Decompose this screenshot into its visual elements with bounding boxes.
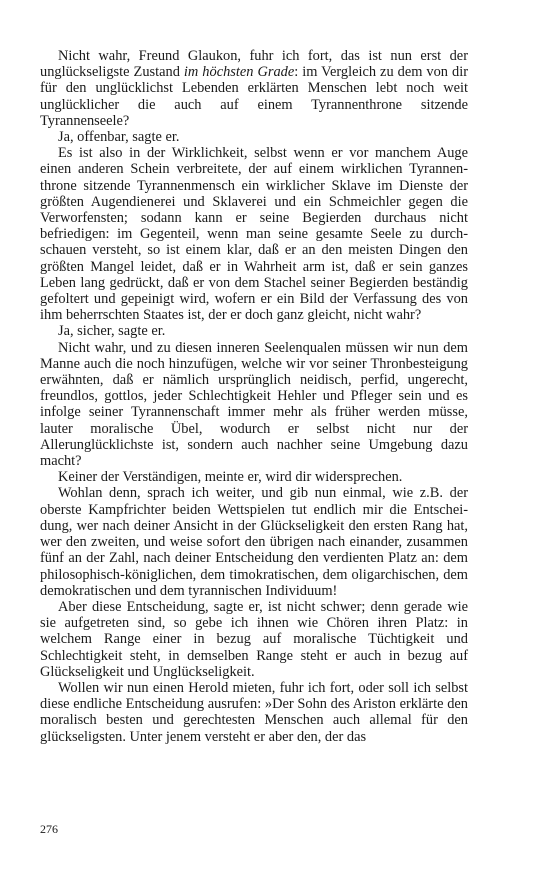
- paragraph-1-lead: Nicht wahr, Freund Glaukon, fuhr ich fort, das ist nun erst der unglückseligste Zustand: [40, 48, 468, 81]
- paragraph-3: Es ist also in der Wirklichkeit, selbst wenn er vor manchem Auge einen anderen Schein verbreitete, der auf einem wirklichen Tyrannenthrone sitzende Tyrannenmensch ein wirklicher Sklave im Dienste der größten Augendienerei und Sklaverei und ein Schmeichler gegen die Verworfensten; sodann kann er seine Begierden durchaus nicht befriedigen: im Gegenteil, wenn man seine gesamte Seele zu durchschauen versteht, so ist einem klar, daß er an den meisten Dingen den größten Mangel leidet, daß er in Wahrheit arm ist, daß er sein ganzes Leben lang gedrückt, daß er von dem Stachel seiner Begierden beständig gefoltert und gepeinigt wird, wofern er ein Bild der Verfassung des von ihm beherrschten Staates ist, der er doch ganz gleicht, nicht wahr?: [40, 145, 468, 324]
- paragraph-1: [40, 48, 468, 129]
- text-block: [40, 48, 468, 745]
- paragraph-1-rest: : im Vergleich zu dem von dir für den unglücklichst Lebenden erklärten Menschen lebt noch weit unglücklicher die auch auf einem Tyrannenthrone sitzende Tyrannenseele?: [40, 64, 468, 129]
- paragraph-9: Wollen wir nun einen Herold mieten, fuhr ich fort, oder soll ich selbst diese endliche Entscheidung ausrufen: »Der Sohn des Ariston erklärte den moralisch besten und gerechtesten Menschen auch allemal für den glückseligsten. Unter jenem versteht er aber den, der das: [40, 679, 468, 745]
- paragraph-6: Keiner der Verständigen, meinte er, wird dir widersprechen.: [58, 469, 403, 486]
- paragraph-1-emphasis: im höchsten Grade: [183, 64, 295, 81]
- paragraph-8: Aber diese Entscheidung, sagte er, ist nicht schwer; denn gerade wie sie aufgetreten sind, so gebe ich ihnen wie Chören ihren Platz: in welchem Range einer in bezug auf moralische Tüchtigkeit und Schlechtigkeit steht, in demselben Range steht er auch in bezug auf Glückseligkeit und Unglückseligkeit.: [40, 598, 468, 680]
- paragraph-5: Nicht wahr, und zu diesen inneren Seelenqualen müssen wir nun dem Manne auch die noch hinzufügen, welche wir vor seiner Thronbesteigung erwähnten, daß er nämlich ursprünglich neidisch, perfid, ungerecht, freundlos, gottlos, jeder Schlechtigkeit Hehler und Pfleger sein und es infolge seiner Tyrannenschaft immer mehr als früher werden müsse, lauter moralische Übel, wodurch er selbst nicht nur der Allerunglücklichste ist, sondern auch nachher seine Umgebung dazu macht?: [40, 339, 468, 470]
- page-number: 276: [40, 822, 58, 836]
- paragraph-4: Ja, sicher, sagte er.: [58, 323, 166, 340]
- paragraph-7: Wohlan denn, sprach ich weiter, und gib nun einmal, wie z.B. der oberste Kampfrichter beiden Wettspielen tut endlich mir die Entscheidung, wer nach deiner Ansicht in der Glückseligkeit den ersten Rang hat, wer den zweiten, und weise sofort den übrigen nach einander, zusammen fünf an der Zahl, nach deiner Entscheidung den verdienten Platz an: dem philosophisch-königlichen, dem timokratischen, dem oligarchischen, dem demokratischen und dem tyrannischen Individuum!: [40, 485, 468, 599]
- paragraph-2: Ja, offenbar, sagte er.: [58, 129, 180, 146]
